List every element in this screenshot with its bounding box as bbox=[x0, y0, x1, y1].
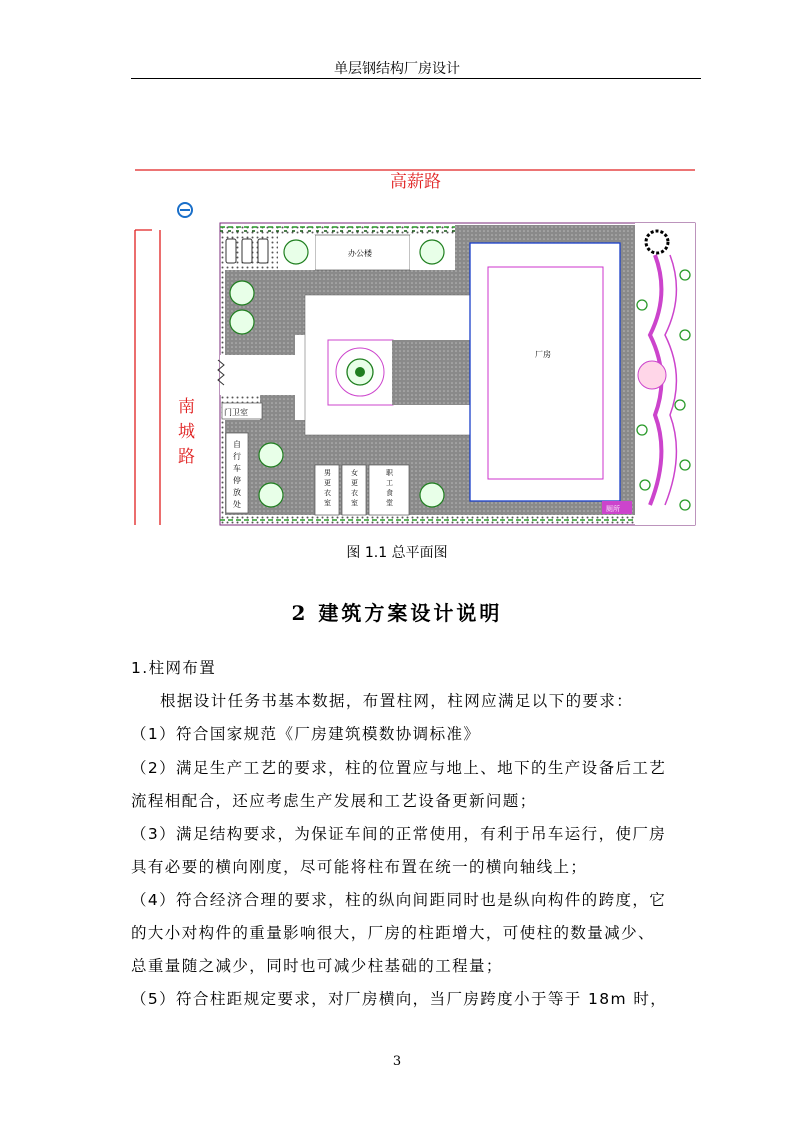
body-line-9: 总重量随之减少，同时也可减少柱基础的工程量； bbox=[131, 957, 503, 975]
section-title: 2 建筑方案设计说明 bbox=[291, 601, 503, 625]
factory-label: 厂房 bbox=[535, 350, 551, 359]
bike-label-4: 停 bbox=[233, 476, 241, 485]
women-label-4: 室 bbox=[351, 499, 358, 507]
figure-caption: 图 1.1 总平面图 bbox=[346, 545, 448, 561]
bike-label-5: 放 bbox=[233, 488, 241, 497]
canteen-label-2: 工 bbox=[386, 479, 393, 487]
body-line-4: 流程相配合，还应考虑生产发展和工艺设备更新问题； bbox=[131, 792, 537, 810]
site-plan-figure bbox=[130, 165, 700, 530]
entrance-sign-icon bbox=[178, 203, 192, 217]
bike-label-1: 自 bbox=[233, 440, 241, 449]
body-line-10: （5）符合柱距规定要求，对厂房横向，当厂房跨度小于等于 18m 时， bbox=[131, 990, 668, 1008]
body-line-7: （4）符合经济合理的要求，柱的纵向间距同时也是纵向构件的跨度，它 bbox=[131, 891, 667, 909]
road-top-label: 高薪路 bbox=[390, 172, 441, 192]
body-line-8: 的大小对构件的重量影响很大，厂房的柱距增大，可使柱的数量减少、 bbox=[131, 924, 655, 942]
men-label-4: 室 bbox=[324, 499, 331, 507]
women-label-3: 衣 bbox=[351, 489, 358, 497]
canteen-label-4: 堂 bbox=[386, 499, 393, 507]
canteen-label-3: 食 bbox=[386, 489, 393, 497]
bike-label-6: 处 bbox=[233, 500, 241, 509]
tree-icon bbox=[230, 281, 254, 305]
toilet-label: 厕所 bbox=[606, 505, 620, 513]
bike-label-2: 行 bbox=[233, 452, 241, 461]
factory-inner bbox=[488, 267, 603, 479]
women-label-2: 更 bbox=[351, 479, 358, 487]
page-header: 单层钢结构厂房设计 bbox=[334, 61, 460, 77]
women-label-1: 女 bbox=[351, 469, 358, 477]
header-rule bbox=[131, 78, 701, 79]
body-line-6: 具有必要的横向刚度，尽可能将柱布置在统一的横向轴线上； bbox=[131, 858, 588, 876]
men-label-2: 更 bbox=[324, 479, 331, 487]
body-line-1: 根据设计任务书基本数据，布置柱网，柱网应满足以下的要求： bbox=[160, 692, 634, 710]
garden-fountain-icon bbox=[646, 231, 668, 253]
men-label-3: 衣 bbox=[324, 489, 331, 497]
car-icons bbox=[226, 239, 268, 263]
road-left-label-2: 城 bbox=[178, 422, 195, 442]
bike-label-3: 车 bbox=[233, 464, 241, 473]
office-tree-icon bbox=[420, 240, 444, 264]
body-line-2: （1）符合国家规范《厂房建筑模数协调标准》 bbox=[131, 725, 481, 743]
body-line-5: （3）满足结构要求，为保证车间的正常使用，有利于吊车运行，使厂房 bbox=[131, 825, 667, 843]
canteen-label-1: 职 bbox=[386, 469, 393, 477]
gate-house-label: 门卫室 bbox=[224, 408, 248, 417]
page-number: 3 bbox=[392, 1054, 402, 1069]
body-line-3: （2）满足生产工艺的要求，柱的位置应与地上、地下的生产设备后工艺 bbox=[131, 759, 667, 777]
men-label-1: 男 bbox=[324, 469, 331, 477]
subsection-heading: 1.柱网布置 bbox=[131, 659, 217, 677]
road-left-label-3: 路 bbox=[178, 447, 195, 467]
office-label: 办公楼 bbox=[348, 249, 372, 258]
road-left-label-1: 南 bbox=[178, 397, 195, 417]
